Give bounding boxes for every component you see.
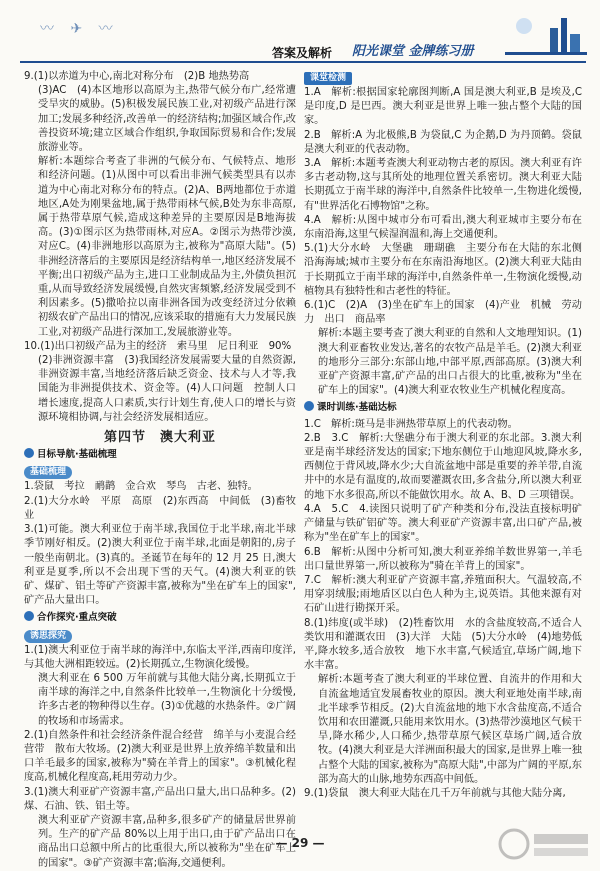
- header-answer-title: 答案及解析: [272, 46, 333, 60]
- tag-think: 诱思探究: [24, 630, 72, 643]
- check-1: 1.A 解析:根据国家轮廓图判断,A 国是澳大利亚,B 是埃及,C 是印度,D 是巴西。澳大利亚是世界上唯一独占整个大陆的国家。: [304, 87, 582, 127]
- left-column: [24, 70, 296, 871]
- target-icon: [24, 448, 34, 458]
- page-header: [0, 0, 600, 66]
- answer-q10-2: (2)非洲资源丰富 (3)我国经济发展需要大量的自然资源,非洲资源丰富,当地经济落后缺乏资金、技术与人才等,我国能为非洲提供技术、资金等。(4)人口问题 控制人口增长速度,提高人口素质,实行计划生育,使人口的增长与资源环境相协调,与社会经济发展相适应。: [38, 355, 296, 423]
- cooperation-icon: [24, 611, 34, 621]
- after-1: 1.C 解析:斑马是非洲热带草原上的代表动物。: [304, 418, 518, 430]
- check-2: 2.B 解析:A 为北极熊,B 为袋鼠,C 为企鹅,D 为丹顶鹤。袋鼠是澳大利亚的代表动物。: [304, 129, 582, 155]
- after-8: 8.(1)纬度(或半球) (2)牲畜饮用 水的含盐度较高,不适合人类饮用和灌溉农田 (3)大洋 大陆 (5)大分水岭 (4)地势低平,降水较多,适合放牧 地下水丰富,气候适宜,草场广阔,地下水丰富。: [304, 617, 582, 672]
- think-2: 2.(1)自然条件和社会经济条件混合经营 绵羊与小麦混合经营带 散布大牧场。(2)澳大利亚是世界上放养绵羊数量和出口羊毛最多的国家,被称为"骑在羊背上的国家"。③机械化程度高,机械化程度高,耗用劳动力少。: [24, 729, 296, 784]
- answer-q10-1: 10.(1)出口初级产品为主的经济 索马里 尼日利亚 90%: [24, 340, 292, 352]
- section-title: 第四节 澳大利亚: [103, 430, 216, 446]
- answer-q9-3: (3)AC (4)本区地形以高原为主,热带气候分布广,经常遭受旱灾的威胁。(5)积极发展民族工业,对初级产品进行深加工;发展多种经济,改善单一的经济结构;加强区域合作,改善投资环境;建立区域合作组织,争取国际贸易和合作;发展旅游业等。: [38, 85, 296, 154]
- page-number: — 29 —: [275, 836, 325, 850]
- check-4: 4.A 解析:从图中城市分布可看出,澳大利亚城市主要分布在东南沿海,这里气候湿润温和,海上交通便利。: [304, 214, 582, 241]
- answer-q9-1: 9.(1)以赤道为中心,南北对称分布 (2)B 地热势高: [24, 71, 250, 82]
- band-after-class: 课时训练·基础达标: [304, 401, 582, 415]
- base-2: 2.(1)大分水岭 平原 高原 (2)东西高 中间低 (3)畜牧业: [24, 495, 296, 521]
- band-explore: 合作探究·重点突破: [24, 611, 296, 625]
- think-1-analysis: 澳大利亚在 6 500 万年前就与其他大陆分离,长期孤立于南半球的海洋之中,自然条件比较单一,生物演化十分缓慢,许多古老的物种得以生存。(3)①优越的水热条件。②广阔的牧场和市场需求。: [38, 672, 296, 727]
- watermark-logo-icon: [496, 826, 592, 864]
- check-5: 5.(1)大分水岭 大堡礁 珊瑚礁 主要分布在大陆的东北侧沿海海域;城市主要分布在东南沿海地区。(2)澳大利亚大陆由于长期孤立于南半球的海洋中,自然条件单一,生物演化缓慢,动植物具有独特性和古老性的特征。: [304, 243, 582, 297]
- right-column: [304, 70, 582, 801]
- after-7: 7.C 解析:澳大利亚矿产资源丰富,养殖面积大。气温较高,不用穿羽绒服;雨地盾区以白色人种为主,说英语。其他来源有对石矿山进行勘探开采。: [304, 574, 582, 615]
- check-6-analysis: 解析:本题主要考查了澳大利亚的自然和人文地理知识。(1)澳大利亚畜牧业发达,著名的农牧产品是羊毛。(2)澳大利亚的地形分三部分:东部山地,中部平原,西部高原。(3)澳大利亚矿产资源丰富,矿产品的出口占很大的比重,被称为"坐在矿车上的国家"。(4)澳大利亚农牧业生产机械化程度高。: [318, 328, 582, 397]
- after-4: 4.A 5.C 4.读图只说明了矿产种类和分布,没法直接标明矿产储量与铁矿铝矿等。澳大利亚矿产资源丰富,出口矿产品,被称为"坐在矿车上的国家"。: [304, 503, 582, 544]
- after-6: 6.B 解析:从图中分析可知,澳大利亚养绵羊数世界第一,羊毛出口量世界第一,所以被称为"骑在羊背上的国家"。: [304, 546, 582, 572]
- think-1: 1.(1)澳大利亚位于南半球的海洋中,东临太平洋,西南印度洋,与其他大洲相距较远。(2)长期孤立,生物演化缓慢。: [24, 644, 296, 670]
- after-9: 9.(1)袋鼠 澳大利亚大陆在几千万年前就与其他大陆分离,: [304, 787, 566, 799]
- tag-class-check: 课堂检测: [304, 72, 352, 85]
- check-3: 3.A 解析:本题考查澳大利亚动物古老的原因。澳大利亚有许多古老动物,这与其所处的地理位置关系密切。澳大利亚大陆长期孤立于南半球的海洋中,自然条件比较单一,生物进化缓慢,有"世界活化石博物馆"之称。: [304, 158, 582, 212]
- answer-q9-analysis: 解析:本题综合考查了非洲的气候分布、气候特点、地形和经济问题。(1)从图中可以看出非洲气候类型具有以赤道为中心南北对称分布的特点。(2)A、B两地都位于赤道地区,A处为刚果盆地,属于热带雨林气候,B处为东非高原,属于热带草原气候,造成这种差异的主要原因是B地海拔高。(3)①图示区为热带雨林,对应A。②图示为热带沙漠,对应C。(4)非洲地形以高原为主,被称为"高原大陆"。(5)非洲经济落后的主要原因是经济结构单一,地区经济发展不平衡;出口初级产品为主,进口工业制成品为主,外债负担沉重,从而导致经济发展缓慢,自然灾害频繁,经济发展受到不利因素多。(5)撒哈拉以南非洲各国为改变经济过分依赖初级农矿产品出口的情况,应该采取的措施有大力发展民族工业,对初级产品进行深加工,发展旅游业等。: [38, 156, 296, 338]
- after-2: 2.B 3.C 解析:大堡礁分布于澳大利亚的东北部。3.澳大利亚是南半球经济发达的国家;下地东侧位于山地迎风坡,降水多,西侧位于背风坡,降水少;大自流盆地中部是重要的养羊带,自流井中的水是有温度的,故而要灌溉农田,多含盐分,所以澳大利亚的地下水多很高,所以不能做饮用水。故 A、B、D 三项错误。: [304, 432, 582, 501]
- after-8-analysis: 解析:本题考查了澳大利亚的半球位置、自流井的作用和大自流盆地适宜发展畜牧业的原因。澳大利亚地处南半球,南北半球季节相反。(2)大自流盆地的地下水含盐度高,不适合饮用和农田灌溉,只能用来饮用水。(3)热带沙漠地区气候干旱,降水稀少,人口稀少,热带草原气候区草场广阔,适合放牧。(4)澳大利亚是大洋洲面积最大的国家,是世界上唯一独占整个大陆的国家,被称为"高原大陆",中部为广阔的平原,东部为高大的山脉,地势东西高中间低。: [318, 674, 582, 785]
- think-3: 3.(1)澳大利亚矿产资源丰富,产品出口量大,出口品种多。(2)煤、石油、铁、铝土等。: [24, 786, 296, 812]
- check-6: 6.(1)C (2)A (3)坐在矿车上的国家 (4)产业 机械 劳动力 出口 商品率: [304, 300, 582, 326]
- base-1: 1.袋鼠 考拉 鸸鹋 金合欢 琴鸟 古老、独特。: [24, 481, 258, 493]
- band-goal: 目标导航·基础梳理: [24, 448, 296, 462]
- star-icon: [304, 401, 314, 411]
- cityscape-icon: [500, 8, 590, 58]
- think-3-analysis: 澳大利亚矿产资源丰富,品种多,很多矿产的储量居世界前列。生产的矿产品 80%以上用于出口,由于矿产品出口在商品出口总额中所占的比重很大,所以被称为"坐在矿车上的国家"。③矿产资源丰富;临海,交通便利。: [38, 814, 296, 869]
- header-rule: [20, 61, 586, 63]
- base-3: 3.(1)可能。澳大利亚位于南半球,我国位于北半球,南北半球季节刚好相反。(2)澳大利亚位于南半球,北面是朝阳的,房子一般坐南朝北。(3)真的。圣诞节在每年的 12 月 25 日,澳大利亚是夏季,所以不会出现下雪的天气。(4)澳大利亚的铁矿、煤矿、铝土等矿产资源丰富,被称为"坐在矿车上的国家",矿产品大量出口。: [24, 524, 296, 607]
- header-book-title: 阳光课堂 金牌练习册: [352, 44, 474, 59]
- birds-icon: 〰︎ ✈ 〰︎: [40, 21, 119, 37]
- tag-base: 基础梳理: [24, 466, 72, 479]
